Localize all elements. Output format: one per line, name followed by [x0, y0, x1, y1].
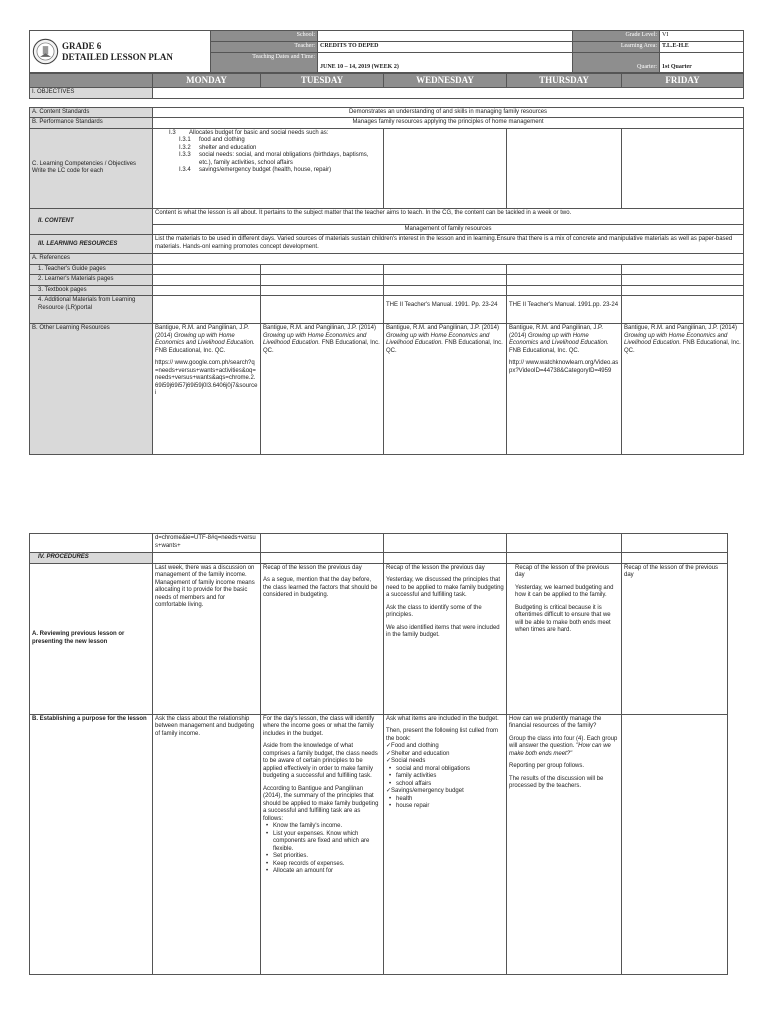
list-item: • Keep records of expenses. [263, 861, 381, 869]
learning-competencies-list [153, 128, 384, 208]
other-resources-label: B. Other Learning Resources [30, 324, 153, 455]
learning-resources-label: III. LEARNING RESOURCES [30, 235, 153, 254]
school-label: School: [211, 31, 318, 42]
list-item: • Allocate an amount for [263, 868, 381, 876]
grade-title: GRADE 6 [62, 40, 102, 51]
school-value [318, 31, 573, 42]
content-standards-text: Demonstrates an understanding of and skills in managing family resources [153, 107, 744, 118]
list-item: • List your expenses. Know which components are fixed and which are flexible. [263, 831, 381, 854]
lesson-plan-page-1 [29, 30, 743, 455]
reviewing-wednesday: Recap of the lesson the previous day Yesterday, we discussed the principles that need to be applied to make family budgeting a successful and fulfilling task. Ask the class to identify some of the principles. We also identified items that were included in the family budget. [384, 563, 507, 714]
other-resources-monday: Bantigue, R.M. and Pangilinan, J.P. (2014) Growing up with Home Economics and Livelihood Education. FNB Educational, Inc. QC. https:// www.google.com.ph/search?q=needs+versus+wants+activities&oq=needs+versus+wants&aqs=chrome.2.69i59j69i57j69i59j0l3.6406j0j7&sourcei [153, 324, 261, 455]
learning-resources-description: List the materials to be used in different days. Varied sources of materials sustain children's interest in the lesson and in learning.Ensure that there is a mix of concrete and manipulative materials as well as paper-based materials. Hands-onl earning promotes concept development. [153, 235, 744, 254]
lc-item-text: social needs: social, and moral obligations (birthdays, baptisms, etc.), family activities, school affairs [199, 152, 369, 166]
content-label: II. CONTENT [30, 208, 153, 235]
learning-area-value: T.L.E-H.E [660, 42, 744, 53]
teacher-label: Teacher: [211, 42, 318, 53]
header-table [29, 30, 744, 73]
learning-competencies-label: C. Learning Competencies / Objectives Write the LC code for each [30, 128, 153, 208]
learning-area-label: Learning Area: [573, 42, 660, 53]
procedures-label: IV. PROCEDURES [30, 553, 153, 564]
lc-item-num: I.3.1 [179, 137, 191, 144]
content-standards-label: A. Content Standards [30, 107, 153, 118]
additional-materials-wednesday: THE II Teacher's Manual. 1991. Pp. 23-24 [384, 296, 507, 324]
teachers-guide-label: 1. Teacher's Guide pages [30, 264, 153, 275]
reviewing-monday: Last week, there was a discussion on management of the family income. Management of family income means allocating it to provide for the basic needs of members and for comfortable living. [153, 563, 261, 714]
textbook-pages-label: 3. Textbook pages [30, 285, 153, 296]
other-resources-wednesday: Bantigue, R.M. and Pangilinan, J.P. (2014) Growing up with Home Economics and Livelihood Education. FNB Educational, Inc. QC. [384, 324, 507, 455]
lc-item-text: savings/emergency budget (health, house, repair) [199, 167, 332, 174]
list-item: ✓ Savings/emergency budget [386, 788, 504, 796]
quarter-value: 1st Quarter [660, 53, 744, 73]
list-item: ✓ Shelter and education [386, 751, 504, 759]
other-resources-tuesday: Bantigue, R.M. and Pangilinan, J.P. (2014) Growing up with Home Economics and Livelihood Education. FNB Educational, Inc. QC. [261, 324, 384, 455]
day-friday: FRIDAY [622, 74, 744, 88]
lc-item-num: I.3.3 [179, 152, 191, 159]
day-thursday: THURSDAY [507, 74, 622, 88]
performance-standards-label: B. Performance Standards [30, 118, 153, 129]
teacher-value: CREDITS TO DEPED [318, 42, 573, 53]
list-item: ✓ Social needs [386, 758, 504, 766]
additional-materials-label: 4. Additional Materials from Learning Resource (LR)portal [30, 296, 153, 324]
list-item: • family activities [386, 773, 504, 781]
day-wednesday: WEDNESDAY [384, 74, 507, 88]
quarter-label: Quarter: [573, 53, 660, 73]
resource-url-thursday[interactable]: http:// www.watchknowlearn.org/Video.aspx?VideoID=44738&CategoryID=4959 [509, 360, 619, 374]
purpose-monday: Ask the class about the relationship between management and budgeting of family income. [153, 714, 261, 974]
procedures-table [29, 533, 728, 975]
list-item: • Know the family's income. [263, 823, 381, 831]
deped-seal-icon [32, 38, 59, 65]
content-topic: Management of family resources [153, 224, 744, 235]
lc-item-num: I.3.4 [179, 167, 191, 174]
other-resources-friday: Bantigue, R.M. and Pangilinan, J.P. (2014) Growing up with Home Economics and Livelihood Education. FNB Educational, Inc. QC. [622, 324, 744, 455]
teaching-dates-label: Teaching Dates and Time: [211, 53, 318, 73]
lc-intro-num: I.3 [169, 129, 176, 136]
content-description: Content is what the lesson is all about. It pertains to the subject matter that the teacher aims to teach. In the CG, the content can be tackled in a week or two. [153, 208, 744, 224]
list-item: • social and moral obligations [386, 766, 504, 774]
plan-title: DETAILED LESSON PLAN [62, 51, 173, 62]
learners-materials-label: 2. Learner's Materials pages [30, 275, 153, 286]
days-table [29, 73, 744, 455]
list-item: • health [386, 796, 504, 804]
reviewing-friday: Recap of the lesson of the previous day [622, 563, 728, 714]
performance-standards-text: Manages family resources applying the principles of home management [153, 118, 744, 129]
establishing-purpose-label: B. Establishing a purpose for the lesson [30, 714, 153, 974]
reviewing-tuesday: Recap of the lesson the previous day As a segue, mention that the day before, the class learned the factors that should be considered in budgeting. [261, 563, 384, 714]
day-monday: MONDAY [153, 74, 261, 88]
resource-url-continued[interactable]: d=chrome&ie=UTF-8#q=needs+versus+wants+ [153, 534, 261, 553]
day-tuesday: TUESDAY [261, 74, 384, 88]
lc-item-num: I.3.2 [179, 144, 191, 151]
objectives-label: I. OBJECTIVES [30, 88, 153, 99]
purpose-wednesday: Ask what items are included in the budget. Then, present the following list culled from the book: ✓ Food and clothing ✓ Shelter and education ✓ Social needs • social and moral obligations • family activities • school affairs ✓ Savings/emergency budget • health • house repair [384, 714, 507, 974]
header-title-cell [30, 31, 211, 73]
teaching-dates-value: JUNE 10 – 14, 2019 (WEEK 2) [318, 53, 573, 73]
resource-url-monday[interactable]: https:// www.google.com.ph/search?q=needs+versus+wants+activities&oq=needs+versus+wants&aqs=chrome.2.69i59j69i57j69i59j0l3.6406j0j7&sourcei [155, 360, 258, 397]
list-item: • Set priorities. [263, 853, 381, 861]
additional-materials-thursday: THE II Teacher's Manual. 1991.pp. 23-24 [507, 296, 622, 324]
grade-level-value: VI [660, 31, 744, 42]
references-label: A. References [30, 254, 153, 265]
list-item: • school affairs [386, 781, 504, 789]
purpose-tuesday: For the day's lesson, the class will identify where the income goes or what the family includes in the budget. Aside from the knowledge of what comprises a family budget, the class needs to be aware of certain principles to be applied effectively in order to make family budgeting a successful and fulfilling task. According to Bantigue and Pangilinan (2014), the summary of the principles that should be applied to make family budgeting a successful and fulfilling task are as follows: • Know the family's income. • List your expenses. Know which components are fixed and which are flexible. • Set priorities. • Keep records of expenses. • Allocate an amount for [261, 714, 384, 974]
purpose-thursday: How can we prudently manage the financial resources of the family? Group the class into four (4). Each group will answer the question. "How can we make both ends meet?" Reporting per group follows. The results of the discussion will be processed by the teachers. [507, 714, 622, 974]
reviewing-thursday: Recap of the lesson of the previous day Yesterday, we learned budgeting and how it can be applied to the family. Budgeting is critical because it is oftentimes difficult to ensure that we will be able to make both ends meet when times are hard. [507, 563, 622, 714]
grade-level-label: Grade Level: [573, 31, 660, 42]
lc-intro: Allocates budget for basic and social needs such as: [189, 129, 329, 136]
lesson-plan-page-2 [29, 533, 727, 975]
other-resources-thursday: Bantigue, R.M. and Pangilinan, J.P. (2014) Growing up with Home Economics and Livelihood Education. FNB Educational, Inc. QC. http:// www.watchknowlearn.org/Video.aspx?VideoID=44738&CategoryID=4959 [507, 324, 622, 455]
reviewing-lesson-label: A. Reviewing previous lesson or presenting the new lesson [30, 563, 153, 714]
lc-item-text: food and clothing [199, 137, 245, 144]
lc-item-text: shelter and education [199, 144, 257, 151]
list-item: ✓ Food and clothing [386, 743, 504, 751]
list-item: • house repair [386, 803, 504, 811]
